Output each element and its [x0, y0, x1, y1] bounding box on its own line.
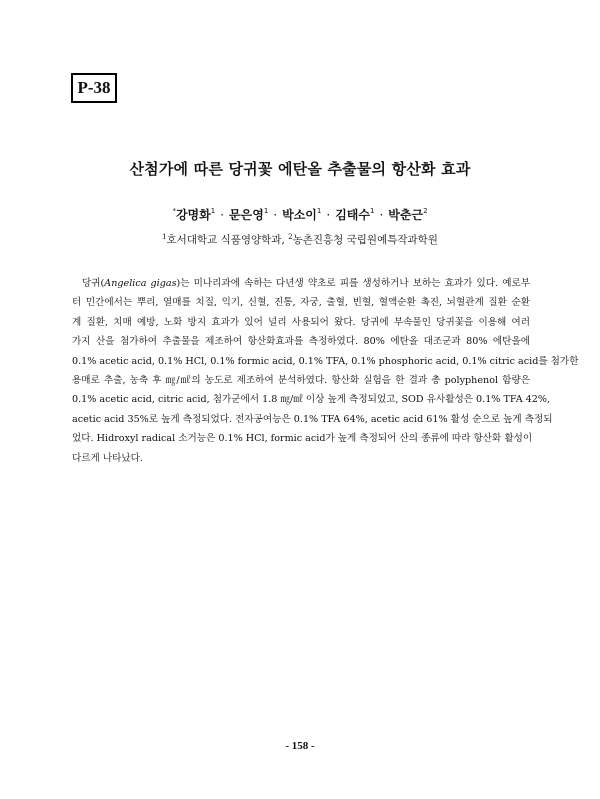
abstract-line: 0.1% acetic acid, citric acid, 첨가군에서 1.8 ㎎/㎖ 이상 높게 측정되었고, SOD 유사활성은 0.1% TFA 42%,: [72, 394, 551, 406]
poster-id-badge: P-38: [71, 73, 117, 103]
abstract-line: 계 질환, 치매 예방, 노화 방지 효과가 있어 널리 사용되어 왔다. 당귀에 부속물인 당귀꽃을 이용해 여러: [72, 316, 530, 328]
abstract-line: acetic acid 35%로 높게 측정되었다. 전자공여능은 0.1% TFA 64%, acetic acid 61% 활성 순으로 높게 측정되: [72, 413, 553, 425]
author-name: 박소이$^1$: [282, 207, 322, 222]
abstract-line: 당귀(Angelica gigas)는 미나리과에 속하는 다년생 약초로 피를 생성하거나 보하는 효과가 있다. 예로부: [82, 278, 531, 289]
abstract-line: 었다. Hidroxyl radical 소거능은 0.1% HCl, formic acid가 높게 측정되어 산의 종류에 따라 항산화 활성이: [72, 433, 533, 445]
author-separator: ·: [379, 208, 384, 222]
page-number: - 158 -: [285, 740, 315, 752]
affiliation-item: $^2$농촌진흥청 국립원예특작과학원: [288, 233, 438, 246]
affiliation-item: $^1$호서대학교 식품영양학과,: [162, 233, 285, 246]
abstract-line: 다르게 나타났다.: [72, 452, 143, 464]
author-separator: ·: [326, 208, 331, 222]
affiliations: [0, 232, 600, 247]
author-list: [0, 206, 600, 223]
paper-title: 산첨가에 따른 당귀꽃 에탄올 추출물의 항산화 효과: [129, 160, 471, 178]
author-name: *강명화$^1$: [172, 207, 216, 222]
abstract-body: [72, 274, 579, 468]
author-separator: ·: [220, 208, 225, 222]
abstract-line: 0.1% acetic acid, 0.1% HCl, 0.1% formic acid, 0.1% TFA, 0.1% phosphoric acid, 0.1% citric acid를 첨가한: [72, 355, 579, 367]
abstract-line: 용매로 추출, 농축 후 ㎎/㎖의 농도로 제조하여 분석하였다. 항산화 실험을 한 결과 총 polyphenol 함량은: [72, 375, 530, 387]
author-name: 김태수$^1$: [335, 207, 375, 222]
abstract-line: 터 민간에서는 뿌리, 열매를 치질, 익기, 신혈, 진통, 자궁, 출혈, 빈혈, 혈액순환 촉진, 뇌혈관계 질환 순환: [72, 297, 530, 309]
author-name: 문은영$^1$: [229, 207, 269, 222]
author-name: 박춘근$^2$: [388, 207, 428, 222]
abstract-line: 가지 산을 첨가하여 추출물을 제조하여 항산화효과를 측정하였다. 80% 에탄올 대조군과 80% 에탄올에: [72, 336, 530, 348]
author-separator: ·: [273, 208, 278, 222]
